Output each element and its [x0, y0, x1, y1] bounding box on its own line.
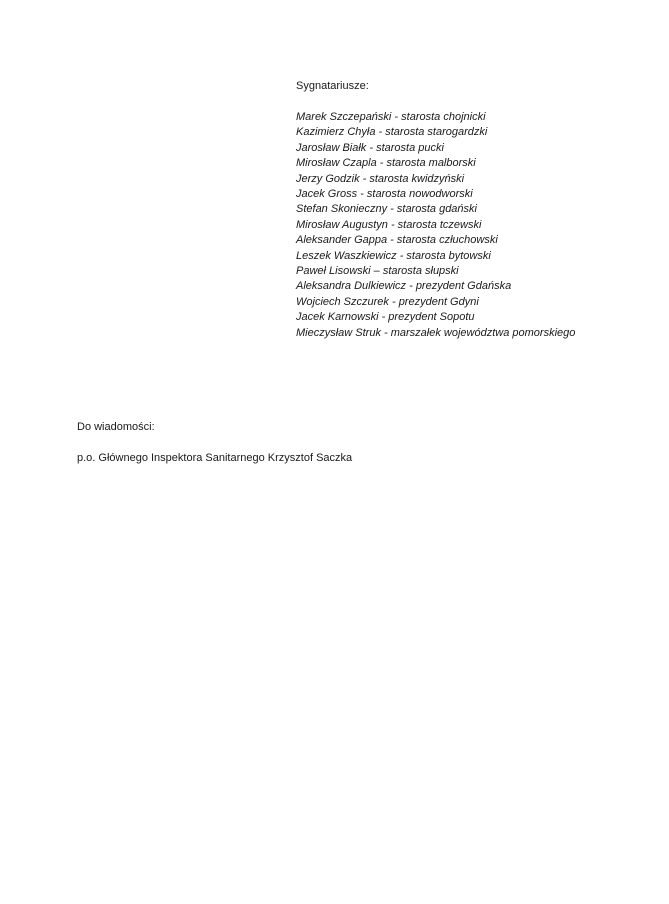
signatory-item: Mirosław Czapla - starosta malborski	[296, 157, 476, 170]
signatory-item: Kazimierz Chyła - starosta starogardzki	[296, 126, 488, 139]
signatory-item: Stefan Skonieczny - starosta gdański	[296, 203, 477, 216]
signatory-item: Mieczysław Struk - marszałek województwa pomorskiego	[296, 326, 576, 339]
signatory-item: Jerzy Godzik - starosta kwidzyński	[296, 172, 465, 185]
signatories-block	[296, 79, 656, 341]
signatory-item: Aleksandra Dulkiewicz - prezydent Gdańska	[296, 280, 512, 293]
signatory-item: Leszek Waszkiewicz - starosta bytowski	[296, 249, 491, 262]
signatory-item: Mirosław Augustyn - starosta tczewski	[296, 218, 482, 231]
signatory-item: Jarosław Białk - starosta pucki	[296, 141, 444, 154]
notice-recipient: p.o. Głównego Inspektora Sanitarnego Krzysztof Saczka	[77, 452, 353, 464]
signatory-item: Jacek Gross - starosta nowodworski	[296, 188, 473, 201]
signatory-item: Marek Szczepański - starosta chojnicki	[296, 111, 486, 123]
notice-heading: Do wiadomości:	[77, 421, 155, 433]
signatory-item: Aleksander Gappa - starosta człuchowski	[296, 234, 498, 247]
signatories-list	[296, 110, 656, 341]
signatories-heading: Sygnatariusze:	[296, 80, 369, 92]
notice-block	[77, 420, 637, 466]
signatory-item: Jacek Karnowski - prezydent Sopotu	[296, 311, 475, 324]
signatory-item: Paweł Lisowski – starosta słupski	[296, 265, 459, 278]
signatory-item: Wojciech Szczurek - prezydent Gdyni	[296, 295, 479, 308]
